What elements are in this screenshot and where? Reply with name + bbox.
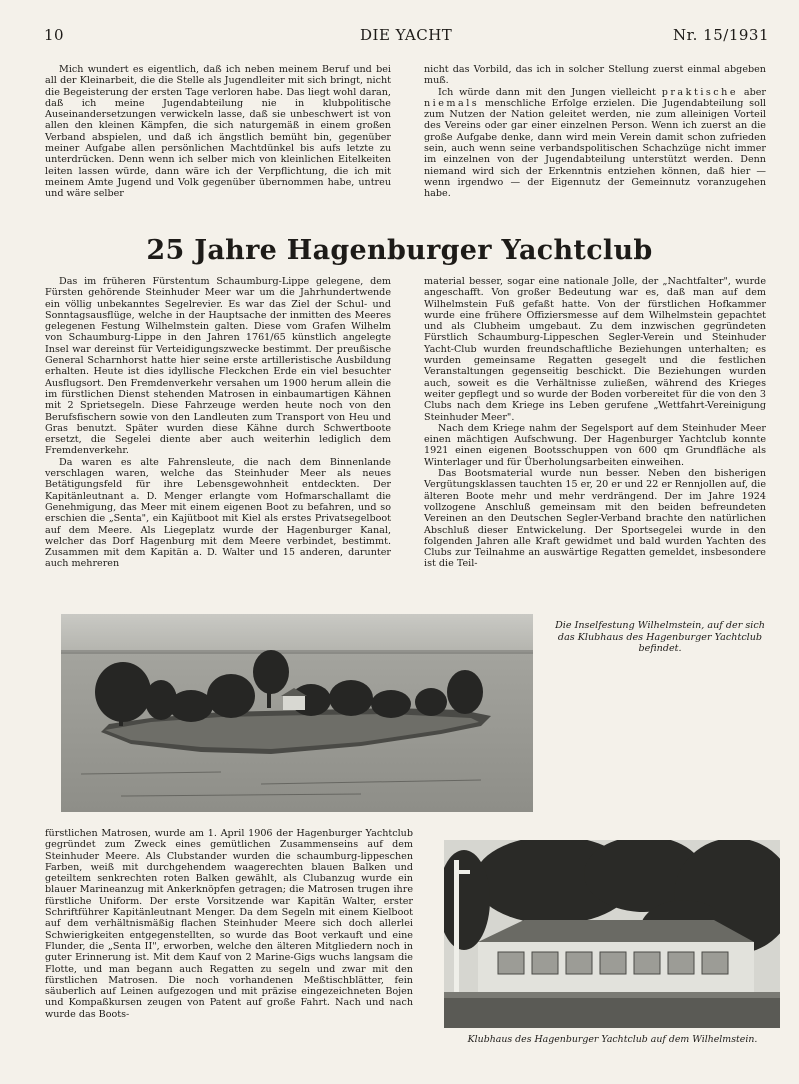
- spaced-emphasis: niemals: [424, 97, 480, 109]
- article-bottom-column: [45, 828, 413, 1020]
- issue-number: Nr. 15/1931: [673, 26, 769, 44]
- previous-article-left-column: [45, 64, 391, 200]
- paragraph: Da waren es alte Fahrensleute, die nach dem Binnenlande verschlagen waren, welche das Steinhuder Meer als neues Betätigungsfeld für ihre Lebensgewohnheit entdeckten. Der Kapitänleutnant a. D. Menger erlangte vom Hofmarschallamt die Genehmigung, das Meer mit einem eigenen Boot zu befahren, und so erschien die „Senta", ein Kajütboot mit Kiel als erstes Privatsegelboot auf dem Meere. Als Liegeplatz wurde der Hagenburger Kanal, welcher das Dorf Hagenburg mit dem Meere verbindet, bestimmt. Zusammen mit dem Kapitän a. D. Walter und 15 anderen, darunter auch mehreren: [45, 456, 391, 570]
- magazine-title: DIE YACHT: [360, 26, 453, 44]
- previous-article-right-column: [424, 64, 766, 200]
- paragraph: Das Bootsmaterial wurde nun besser. Neben den bisherigen Vergütungsklassen tauchten 15 er, 20 er und 22 er Rennjollen auf, die älteren Boote mehr und mehr verdrängend. Der im Jahre 1924 vollzogene Anschluß gemeinsam mit den beiden befreundeten Vereinen an den Deutschen Segler-Verband brachte den natürlichen Abschluß dieser Entwickelung. Der Sportsegelei wurde in den folgenden Jahren alle Kraft gewidmet und bald wurden Yachten des Clubs zur Teilnahme an auswärtige Regatten gemeldet, insbesondere ist die Teil-: [424, 468, 766, 570]
- paragraph: Mich wundert es eigentlich, daß ich neben meinem Beruf und bei all der Kleinarbeit, die die Stelle als Jugendleiter mit sich bringt, nicht die Begeisterung der ersten Tage verloren habe. Das liegt wohl daran, daß ich meine Jugendabteilung nie in klubpolitische Auseinandersetzungen verwickeln lasse, daß sie unbeschwert ist von allen den kleinen Kämpfen, die sich naturgemäß in einem großen Verband abspielen, und daß ich ängstlich bemüht bin, gegenüber meiner Aufgabe allen persönlichen Machtdünkel bis aufs letzte zu unterdrücken. Denn wenn ich selber mich von kleinlichen Eitelkeiten leiten lassen würde, dann wäre ich der Verpflichtung, die ich mit meinem Amte Jugend und Volk gegenüber übernommen habe, untreu und wäre selber: [45, 64, 391, 200]
- page-number: 10: [44, 26, 65, 44]
- clubhouse-photo-caption: Klubhaus des Hagenburger Yachtclub auf dem Wilhelmstein.: [467, 1034, 758, 1045]
- clubhouse-photo: [444, 840, 780, 1028]
- article-right-column: [424, 276, 766, 570]
- spaced-emphasis: praktische: [661, 86, 739, 98]
- article-headline: 25 Jahre Hagenburger Yachtclub: [146, 235, 653, 266]
- paragraph: material besser, sogar eine nationale Jolle, der „Nachtfalter", wurde angeschafft. Von großer Bedeutung war es, daß man auf dem Wilhelmstein Fuß gefaßt hatte. Von der fürstlichen Hofkammer wurde eine frühere Offiziersmesse auf dem Wilhelmstein gepachtet und als Clubheim umgebaut. Zu dem inzwischen gegründeten Fürstlich Schaumburg-Lippeschen Segler-Verein und Steinhuder Yacht-Club wurden freundschaftliche Beziehungen unterhalten; es wurden gemeinsame Regatten gesegelt und die festlichen Veranstaltungen gegenseitig beschickt. Die Beziehungen wurden auch, soweit es die Verhältnisse zuließen, während des Krieges weiter gepflegt und so wurde der Boden vorbereitet für die von den 3 Clubs nach dem Kriege ins Leben gerufene „Wettfahrt-Vereinigung Steinhuder Meer".: [424, 276, 766, 423]
- paragraph: Ich würde dann mit den Jungen vielleicht praktische aber niemals menschliche Erfolge erzielen. Die Jugendabteilung soll zum Nutzen der Nation geleitet werden, nie zum alleinigen Vorteil des Vereins oder gar einer einzelnen Person. Wenn ich zuerst an die große Aufgabe denke, dann wird mein Verein damit schon zufrieden sein, auch wenn seine verbandspolitischen Schachzüge nicht immer im einzelnen von der Jugendabteilung unterstützt werden. Denn niemand wird sich der Erkenntnis entziehen können, daß hier — wenn irgendwo — der Eigennutz der Gemeinnutz voranzugehen habe.: [424, 86, 766, 200]
- island-photo: [61, 614, 533, 812]
- page-header: [0, 26, 799, 46]
- paragraph: fürstlichen Matrosen, wurde am 1. April 1906 der Hagenburger Yachtclub gegründet zum Zweck eines gemütlichen Zusammenseins auf dem Steinhuder Meere. Als Clubstander wurden die schaumburg-lippeschen Farben, weiß mit durchgehendem waagerechten blauen Balken und geteiltem senkrechten roten Balken gewählt, als Clubanzug wurde ein blauer Marineanzug mit Ankerknöpfen getragen; die Matrosen trugen ihre fürstliche Uniform. Der erste Vorsitzende war Kapitän Walter, erster Schriftführer Kapitänleutnant Menger. Da dem Segeln mit einem Kielboot auf dem verhältnismäßig flachen Steinhuder Meere sich doch allerlei Schwierigkeiten entgegenstellten, so wurde das Boot verkauft und eine Flunder, die „Senta II", erworben, welche den älteren Mitgliedern noch in guter Erinnerung ist. Mit dem Kauf von 2 Marine-Gigs wuchs langsam die Flotte, und man begann auch Regatten zu segeln und zwar mit den fürstlichen Matrosen. Die noch vorhandenen Meßtischblätter, fein säuberlich auf Leinen aufgezogen und mit präzise eingezeichneten Bojen und Kompaßkursen zeugen von Patent auf große Fahrt. Nach und nach wurde das Boots-: [45, 828, 413, 1020]
- paragraph: nicht das Vorbild, das ich in solcher Stellung zuerst einmal abgeben muß.: [424, 64, 766, 87]
- paragraph: Das im früheren Fürstentum Schaumburg-Lippe gelegene, dem Fürsten gehörende Steinhuder Meer war um die Jahrhundertwende ein völlig unbekanntes Segelrevier. Es war das Ziel der Schul- und Sonntagsausflüge, welche in der Hauptsache der inmitten des Meeres gelegenen Festung Wilhelmstein galten. Diese vom Grafen Wilhelm von Schaumburg-Lippe in den Jahren 1761/65 künstlich angelegte Insel war dereinst für Verteidigungszwecke bestimmt. Der preußische General Scharnhorst hatte hier seine erste artilleristische Ausbildung erhalten. Heute ist dies idyllische Fleckchen Erde ein viel besuchter Ausflugsort. Den Fremdenverkehr versahen um 1900 herum allein die im fürstlichen Dienst stehenden Matrosen in einbaumartigen Kähnen mit 2 Sprietsegeln. Diese Fahrzeuge werden heute noch von den Berufsfischern sowie von den Landleuten zum Transport von Heu und Gras benutzt. Später wurden diese Kähne durch Schwertboote ersetzt, die Segelei diente aber auch weiterhin lediglich dem Fremdenverkehr.: [45, 276, 391, 457]
- island-photo-caption: Die Inselfestung Wilhelmstein, auf der sich das Klubhaus des Hagenburger Yachtclub befindet.: [555, 620, 765, 654]
- paragraph: Nach dem Kriege nahm der Segelsport auf dem Steinhuder Meer einen mächtigen Aufschwung. Der Hagenburger Yachtclub konnte 1921 einen eigenen Bootsschuppen von 600 qm Grundfläche als Winterlager und für Überholungsarbeiten einweihen.: [424, 422, 766, 468]
- article-left-column: [45, 276, 391, 570]
